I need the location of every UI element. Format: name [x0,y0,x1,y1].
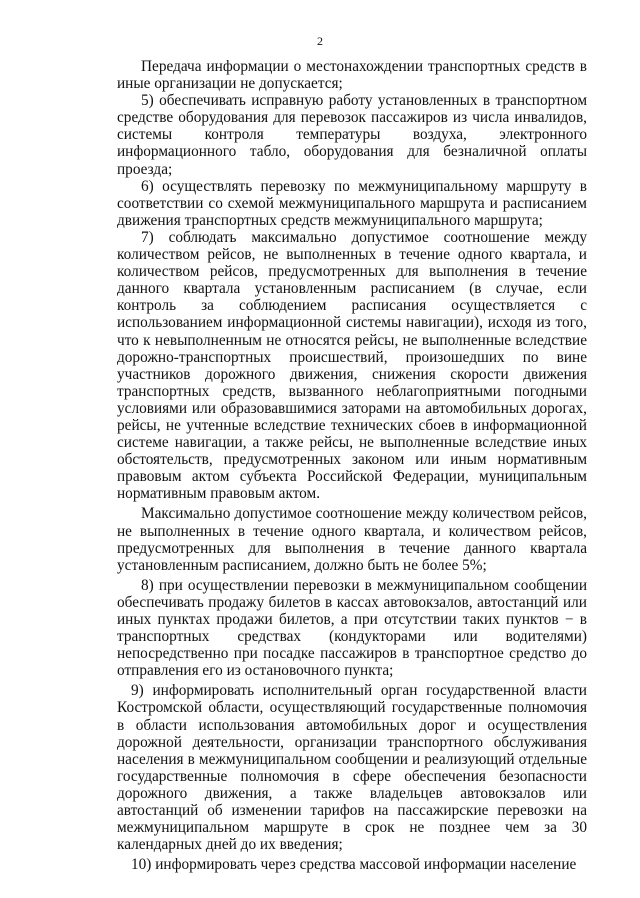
paragraph-item-7: 7) соблюдать максимально допустимое соотношение между количеством рейсов, не выполненных в течение одного квартала, и количеством рейсов, предусмотренных для выполнения в течение данного квартала установленным расписанием (в случае, если контроль за соблюдением расписания осуществляется с использованием информационной системы навигации), исходя из того, что к невыполненным не относятся рейсы, не выполненные вследствие дорожно-транспортных происшествий, произошедших по вине участников дорожного движения, снижения скорости движения транспортных средств, вызванного неблагоприятными погодными условиями или образовавшимися заторами на автомобильных дорогах, рейсы, не учтенные вследствие технических сбоев в информационной системе навигации, а также рейсы, не выполненные вследствие иных обстоятельств, предусмотренных законом или иным нормативным правовым актом субъекта Российской Федерации, муниципальным нормативным правовым актом. [117,228,587,503]
paragraph-item-9: 9) информировать исполнительный орган государственной власти Костромской области, осуществляющий государственные полномочия в области использования автомобильных дорог и осуществления дорожной деятельности, организации транспортного обслуживания населения в межмуниципальном сообщении и реализующий отдельные государственные полномочия в сфере обеспечения безопасности дорожного движения, а также владельцев автовокзалов или автостанций об изменении тарифов на пассажирские перевозки на межмуниципальном маршруте в срок не позднее чем за 30 календарных дней до их введения; [117,682,587,854]
page-number: 2 [317,34,323,48]
document-body [117,58,587,873]
paragraph-item-6: 6) осуществлять перевозку по межмуниципальному маршруту в соответствии со схемой межмуниципального маршрута и расписанием движения транспортных средств межмуниципального маршрута; [117,177,587,229]
paragraph-item-5: 5) обеспечивать исправную работу установленных в транспортном средстве оборудования для перевозок пассажиров из числа инвалидов, системы контроля температуры воздуха, электронного информационного табло, оборудования для безналичной оплаты проезда; [117,92,587,178]
paragraph-item-8: 8) при осуществлении перевозки в межмуниципальном сообщении обеспечивать продажу билетов в кассах автовокзалов, автостанций или иных пунктах продажи билетов, а при отсутствии таких пунктов − в транспортных средствах (кондукторами или водителями) непосредственно при посадке пассажиров в транспортное средство до отправления его из остановочного пункта; [117,576,587,680]
paragraph-item-10: 10) информировать через средства массовой информации население [131,856,577,874]
paragraph-info-transfer: Передача информации о местонахождении транспортных средств в иные организации не допускается; [117,58,587,93]
paragraph-max-ratio: Максимально допустимое соотношение между количеством рейсов, не выполненных в течение одного квартала, и количеством рейсов, предусмотренных для выполнения в течение данного квартала установленным расписанием, должно быть не более 5%; [117,505,587,574]
